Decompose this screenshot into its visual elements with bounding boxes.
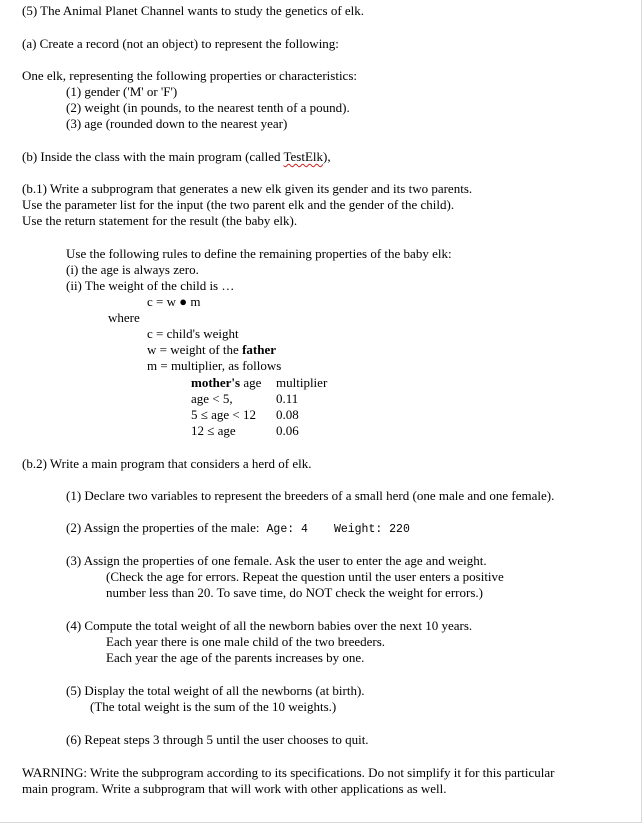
part-b1-line-3: Use the return statement for the result (the baby elk). bbox=[22, 213, 298, 228]
step-6: (6) Repeat steps 3 through 5 until the user chooses to quit. bbox=[66, 732, 369, 747]
definition-w-father: father bbox=[242, 342, 276, 357]
rules-intro: Use the following rules to define the remaining properties of the baby elk: bbox=[66, 246, 452, 261]
definition-m: m = multiplier, as follows bbox=[147, 358, 282, 373]
table-row-1-condition: age < 5, bbox=[191, 391, 233, 406]
warning-line-2: main program. Write a subprogram that will work with other applications as well. bbox=[22, 781, 447, 796]
step-3-line-2: (Check the age for errors. Repeat the question until the user enters a positive bbox=[106, 569, 504, 584]
step-4-line-2: Each year there is one male child of the two breeders. bbox=[106, 634, 386, 649]
step-5-line-1: (5) Display the total weight of all the newborns (at birth). bbox=[66, 683, 365, 698]
table-header-mothers: mother's bbox=[191, 375, 241, 390]
part-a-title: (a) Create a record (not an object) to represent the following: bbox=[22, 36, 339, 51]
problem-heading: (5) The Animal Planet Channel wants to study the genetics of elk. bbox=[22, 3, 365, 18]
step-1: (1) Declare two variables to represent the breeders of a small herd (one male and one female). bbox=[66, 488, 555, 503]
rule-1: (i) the age is always zero. bbox=[66, 262, 199, 277]
table-row-2-condition: 5 ≤ age < 12 bbox=[191, 407, 257, 422]
part-b1-line-1: (b.1) Write a subprogram that generates a new elk given its gender and its two parents. bbox=[22, 181, 473, 196]
table-header-multiplier: multiplier bbox=[276, 375, 328, 390]
class-name-testelk: TestElk bbox=[283, 149, 324, 164]
warning-line-1: WARNING: Write the subprogram according to its specifications. Do not simplify it for this particular bbox=[22, 765, 555, 780]
definition-w-prefix: w = weight of the bbox=[147, 342, 243, 357]
step-2-age-value: Age: 4 bbox=[266, 523, 308, 536]
step-3-line-3: number less than 20. To save time, do NOT check the weight for errors.) bbox=[106, 585, 483, 600]
part-b-title bbox=[22, 149, 331, 164]
part-b-title-prefix: (b) Inside the class with the main program (called bbox=[22, 149, 284, 164]
step-2-text: (2) Assign the properties of the male: bbox=[66, 520, 260, 535]
part-a-item-3: (3) age (rounded down to the nearest year) bbox=[66, 116, 288, 131]
table-row-3-condition: 12 ≤ age bbox=[191, 423, 236, 438]
table-row-3-multiplier: 0.06 bbox=[276, 423, 299, 438]
step-2-weight-value: Weight: 220 bbox=[333, 523, 410, 536]
where-label: where bbox=[108, 310, 140, 325]
definition-c: c = child's weight bbox=[147, 326, 239, 341]
table-row-1-multiplier: 0.11 bbox=[276, 391, 299, 406]
part-b-title-suffix: ), bbox=[323, 149, 331, 164]
step-2 bbox=[66, 520, 410, 537]
table-header-age bbox=[191, 375, 261, 390]
part-b1-line-2: Use the parameter list for the input (the two parent elk and the gender of the child). bbox=[22, 197, 455, 212]
table-header-age-word: age bbox=[240, 375, 262, 390]
weight-formula: c = w ● m bbox=[147, 294, 201, 309]
part-a-item-1: (1) gender ('M' or 'F') bbox=[66, 84, 178, 99]
step-4-line-1: (4) Compute the total weight of all the newborn babies over the next 10 years. bbox=[66, 618, 473, 633]
step-5-line-2: (The total weight is the sum of the 10 weights.) bbox=[90, 699, 337, 714]
part-a-item-2: (2) weight (in pounds, to the nearest tenth of a pound). bbox=[66, 100, 350, 115]
step-4-line-3: Each year the age of the parents increases by one. bbox=[106, 650, 365, 665]
definition-w bbox=[147, 342, 276, 357]
part-a-intro: One elk, representing the following properties or characteristics: bbox=[22, 68, 357, 83]
rule-2: (ii) The weight of the child is … bbox=[66, 278, 235, 293]
part-b2-title: (b.2) Write a main program that considers a herd of elk. bbox=[22, 456, 312, 471]
step-3-line-1: (3) Assign the properties of one female. Ask the user to enter the age and weight. bbox=[66, 553, 487, 568]
table-row-2-multiplier: 0.08 bbox=[276, 407, 299, 422]
